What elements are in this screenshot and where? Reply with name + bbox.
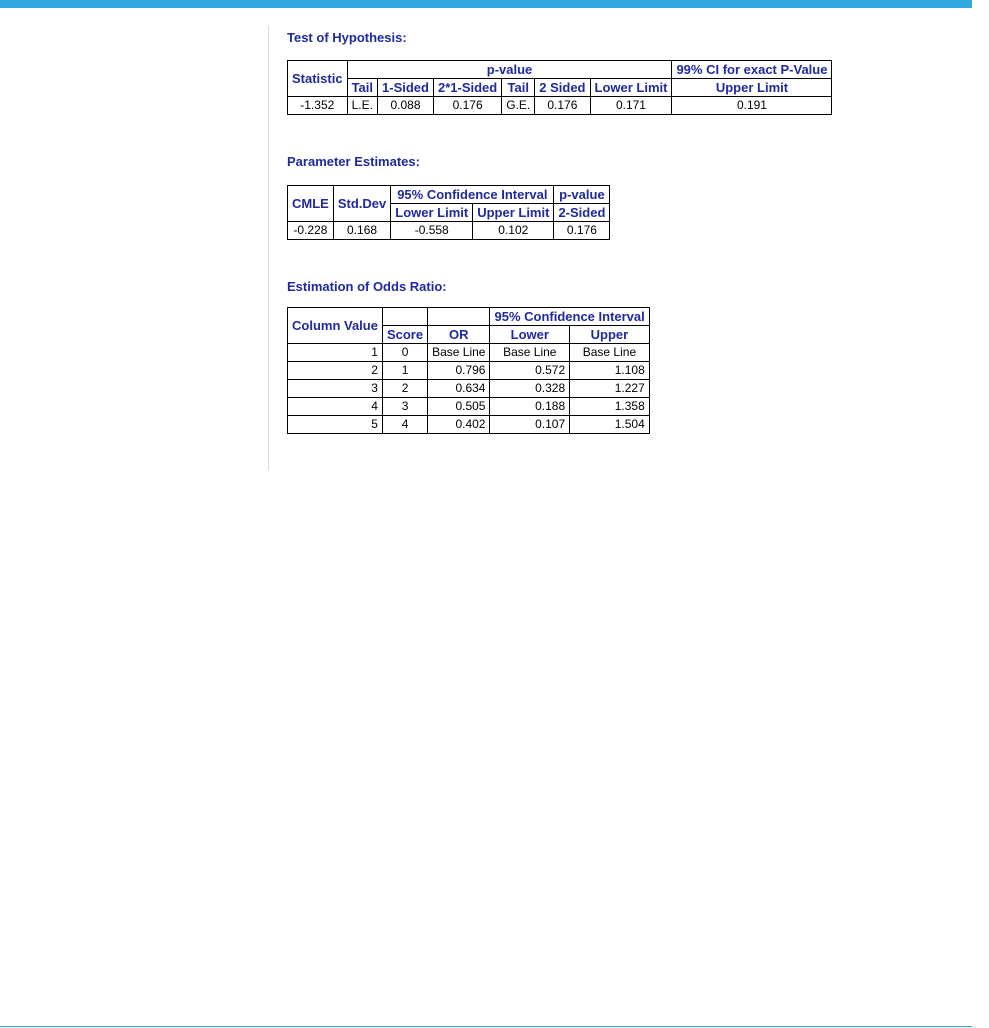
ci-header: 99% CI for exact P-Value <box>672 61 832 79</box>
table-header-row <box>288 61 832 79</box>
table-cell: 1.358 <box>570 398 650 416</box>
table-cell: 0.191 <box>672 97 832 115</box>
table-cell: 0.188 <box>490 398 570 416</box>
table-cell: 0.796 <box>428 362 490 380</box>
top-accent-bar <box>0 0 972 8</box>
table-cell: 0.176 <box>535 97 590 115</box>
table-cell: 0.402 <box>428 416 490 434</box>
table-cell: 1.108 <box>570 362 650 380</box>
table-row <box>288 398 650 416</box>
two-sided-header: 2-Sided <box>554 204 610 222</box>
table-cell: 1.227 <box>570 380 650 398</box>
hypothesis-table <box>287 60 832 115</box>
table-cell: 3 <box>288 380 383 398</box>
table-cell: 1 <box>288 344 383 362</box>
parameters-title: Parameter Estimates: <box>287 154 420 169</box>
hypothesis-title: Test of Hypothesis: <box>287 30 407 45</box>
stddev-header: Std.Dev <box>333 186 390 222</box>
table-cell: 0.572 <box>490 362 570 380</box>
empty-header-cell <box>428 308 490 326</box>
table-subheader-row <box>288 79 832 97</box>
ci-header: 95% Confidence Interval <box>391 186 554 204</box>
table-cell: Base Line <box>490 344 570 362</box>
column-value-header: Column Value <box>288 308 383 344</box>
score-header: Score <box>382 326 427 344</box>
two-sided-header: 2 Sided <box>535 79 590 97</box>
table-row <box>288 416 650 434</box>
table-cell: -0.228 <box>288 222 334 240</box>
statistic-header: Statistic <box>288 61 348 97</box>
table-cell: 0.171 <box>590 97 672 115</box>
table-cell: 1 <box>382 362 427 380</box>
table-cell: 2 <box>382 380 427 398</box>
upper-header: Upper <box>570 326 650 344</box>
table-cell: 2 <box>288 362 383 380</box>
table-cell: Base Line <box>570 344 650 362</box>
pvalue-header: p-value <box>554 186 610 204</box>
table-row <box>288 380 650 398</box>
upper-limit-header: Upper Limit <box>473 204 554 222</box>
table-cell: 0.634 <box>428 380 490 398</box>
table-row <box>288 362 650 380</box>
table-cell: 0.102 <box>473 222 554 240</box>
left-divider <box>268 26 269 470</box>
upper-limit-header: Upper Limit <box>672 79 832 97</box>
table-header-row <box>288 308 650 326</box>
table-cell: 0.328 <box>490 380 570 398</box>
table-cell: 0.107 <box>490 416 570 434</box>
or-header: OR <box>428 326 490 344</box>
one-sided-header: 1-Sided <box>378 79 434 97</box>
table-cell: 0.505 <box>428 398 490 416</box>
table-cell: -0.558 <box>391 222 473 240</box>
table-cell: 0.168 <box>333 222 390 240</box>
empty-header-cell <box>382 308 427 326</box>
table-cell: 0.176 <box>433 97 501 115</box>
tail-header: Tail <box>502 79 535 97</box>
table-header-row <box>288 186 610 204</box>
table-cell: 0.176 <box>554 222 610 240</box>
table-cell: 4 <box>288 398 383 416</box>
cmle-header: CMLE <box>288 186 334 222</box>
table-cell: -1.352 <box>288 97 348 115</box>
odds-table <box>287 307 650 434</box>
table-cell: G.E. <box>502 97 535 115</box>
odds-title: Estimation of Odds Ratio: <box>287 279 447 294</box>
parameters-table <box>287 185 610 240</box>
two-times-one-sided-header: 2*1-Sided <box>433 79 501 97</box>
table-cell: Base Line <box>428 344 490 362</box>
table-cell: 4 <box>382 416 427 434</box>
table-cell: L.E. <box>347 97 377 115</box>
table-cell: 0 <box>382 344 427 362</box>
tail-header: Tail <box>347 79 377 97</box>
table-row <box>288 222 610 240</box>
table-cell: 1.504 <box>570 416 650 434</box>
lower-limit-header: Lower Limit <box>590 79 672 97</box>
table-cell: 0.088 <box>378 97 434 115</box>
table-cell: 3 <box>382 398 427 416</box>
table-row <box>288 97 832 115</box>
bottom-divider <box>0 1026 972 1027</box>
pvalue-header: p-value <box>347 61 672 79</box>
lower-header: Lower <box>490 326 570 344</box>
lower-limit-header: Lower Limit <box>391 204 473 222</box>
table-row <box>288 344 650 362</box>
ci-header: 95% Confidence Interval <box>490 308 649 326</box>
table-cell: 5 <box>288 416 383 434</box>
